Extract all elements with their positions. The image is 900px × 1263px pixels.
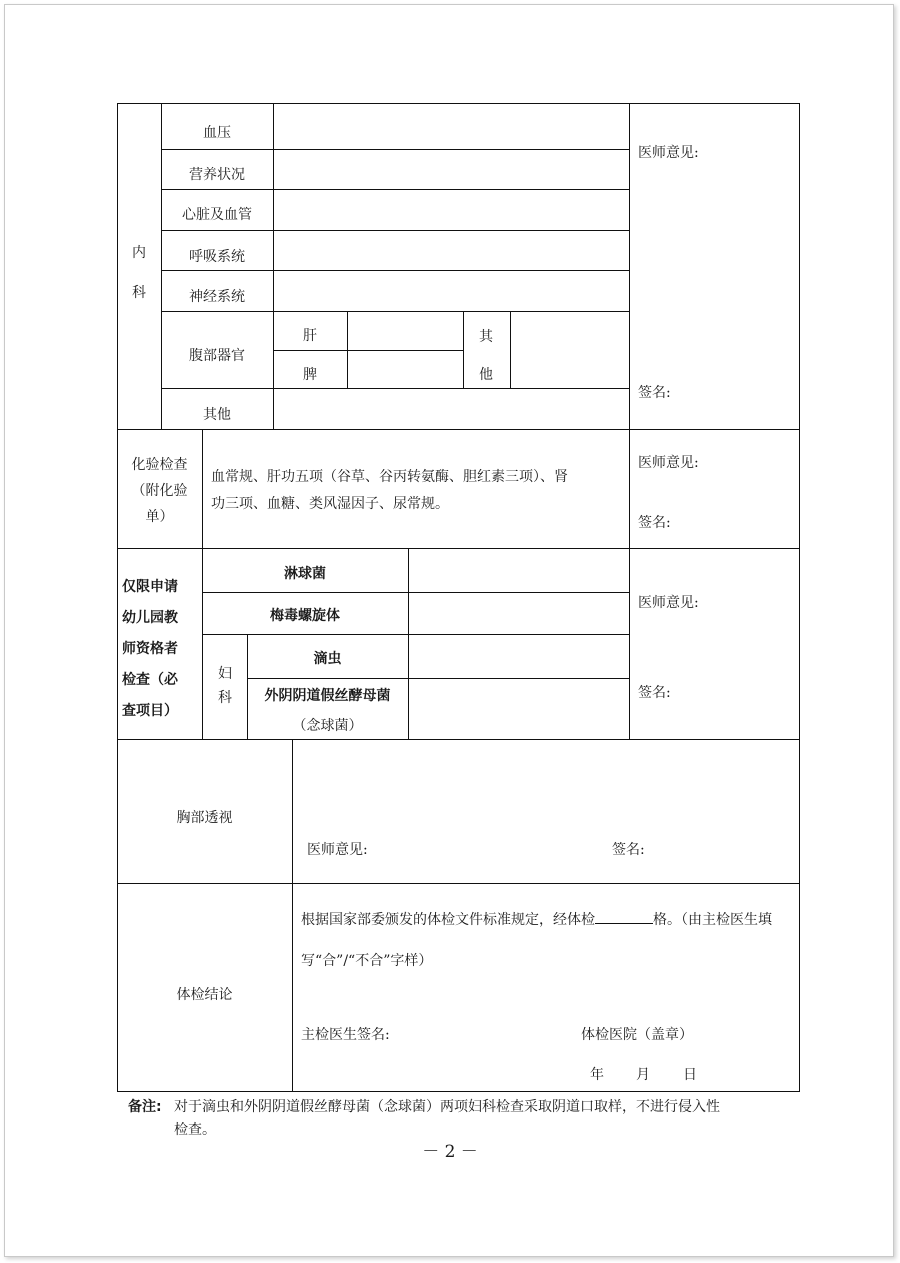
table-left-border (117, 103, 118, 1092)
col-divider (202, 429, 203, 739)
spleen-label: 脾 (303, 367, 317, 383)
internal-opinion-label: 医师意见: (638, 145, 699, 161)
col-divider (463, 311, 464, 388)
hospital-seal-label: 体检医院（盖章） (581, 1027, 693, 1043)
section-divider (117, 548, 800, 549)
gynecology-label: 妇 科 (218, 666, 232, 706)
month-label: 月 (636, 1067, 650, 1083)
syphilis-label: 梅毒螺旋体 (270, 608, 340, 624)
note-label: 备注: (128, 1099, 162, 1115)
section-divider (117, 883, 800, 884)
kindergarten-label: 仅限申请 幼儿园教 师资格者 检查（必 查项目） (122, 579, 178, 719)
kindergarten-signature-label: 签名: (638, 685, 671, 701)
lab-content: 血常规、肝功五项（谷草、谷丙转氨酶、胆红素三项）、肾 功三项、血糖、类风湿因子、尿常规。 (211, 469, 568, 512)
respiratory-label: 呼吸系统 (189, 249, 245, 265)
result-blank[interactable] (595, 909, 653, 924)
note-line-2: 检查。 (174, 1122, 216, 1138)
abdominal-label: 腹部器官 (189, 348, 245, 364)
lab-label: 化验检查 （附化验 单） (131, 457, 188, 525)
conclusion-label: 体检结论 (176, 987, 233, 1003)
lab-signature-label: 签名: (638, 515, 671, 531)
col-divider (629, 103, 630, 739)
year-label: 年 (590, 1067, 604, 1083)
other-label: 其他 (203, 407, 231, 423)
section-divider (117, 429, 800, 430)
internal-medicine-label: 内 科 (132, 245, 146, 301)
internal-signature-label: 签名: (638, 385, 671, 401)
table-bottom-border (117, 1091, 800, 1092)
row-divider (161, 388, 629, 389)
chest-signature-label: 签名: (612, 842, 645, 858)
col-divider (347, 311, 348, 388)
conclusion-text: 根据国家部委颁发的体检文件标准规定，经体检 格。（由主检医生填写“合”/“不合”字样） (301, 900, 787, 982)
col-divider (408, 548, 409, 739)
col-divider (510, 311, 511, 388)
chief-signature-label: 主检医生签名: (301, 1027, 390, 1043)
note-line-1: 对于滴虫和外阴阴道假丝酵母菌（念球菌）两项妇科检查采取阴道口取样，不进行侵入性 (174, 1099, 720, 1115)
row-divider (161, 189, 629, 190)
blood-pressure-label: 血压 (203, 125, 231, 141)
row-divider (161, 149, 629, 150)
nervous-label: 神经系统 (189, 289, 245, 305)
nutrition-label: 营养状况 (189, 167, 245, 183)
day-label: 日 (683, 1067, 697, 1083)
table-right-border (799, 103, 800, 1092)
row-divider (247, 678, 629, 679)
chest-xray-label: 胸部透视 (176, 810, 233, 826)
row-divider (161, 230, 629, 231)
candida-sublabel: （念球菌） (292, 718, 363, 734)
section-divider (117, 739, 800, 740)
lab-opinion-label: 医师意见: (638, 455, 699, 471)
col-divider (292, 739, 293, 1092)
abdominal-other-label: 其 他 (479, 329, 493, 383)
row-divider (273, 350, 463, 351)
chest-opinion-label: 医师意见: (307, 842, 368, 858)
row-divider (202, 592, 629, 593)
page-number: － 2 － (422, 1142, 478, 1162)
row-divider (161, 311, 629, 312)
row-divider (202, 634, 629, 635)
kindergarten-opinion-label: 医师意见: (638, 595, 699, 611)
table-top-border (117, 103, 800, 104)
trichomonas-label: 滴虫 (313, 651, 342, 667)
gonorrhea-label: 淋球菌 (284, 566, 326, 582)
row-divider (161, 270, 629, 271)
liver-label: 肝 (303, 328, 317, 344)
heart-label: 心脏及血管 (182, 207, 252, 223)
candida-label: 外阴阴道假丝酵母菌 (264, 688, 391, 704)
